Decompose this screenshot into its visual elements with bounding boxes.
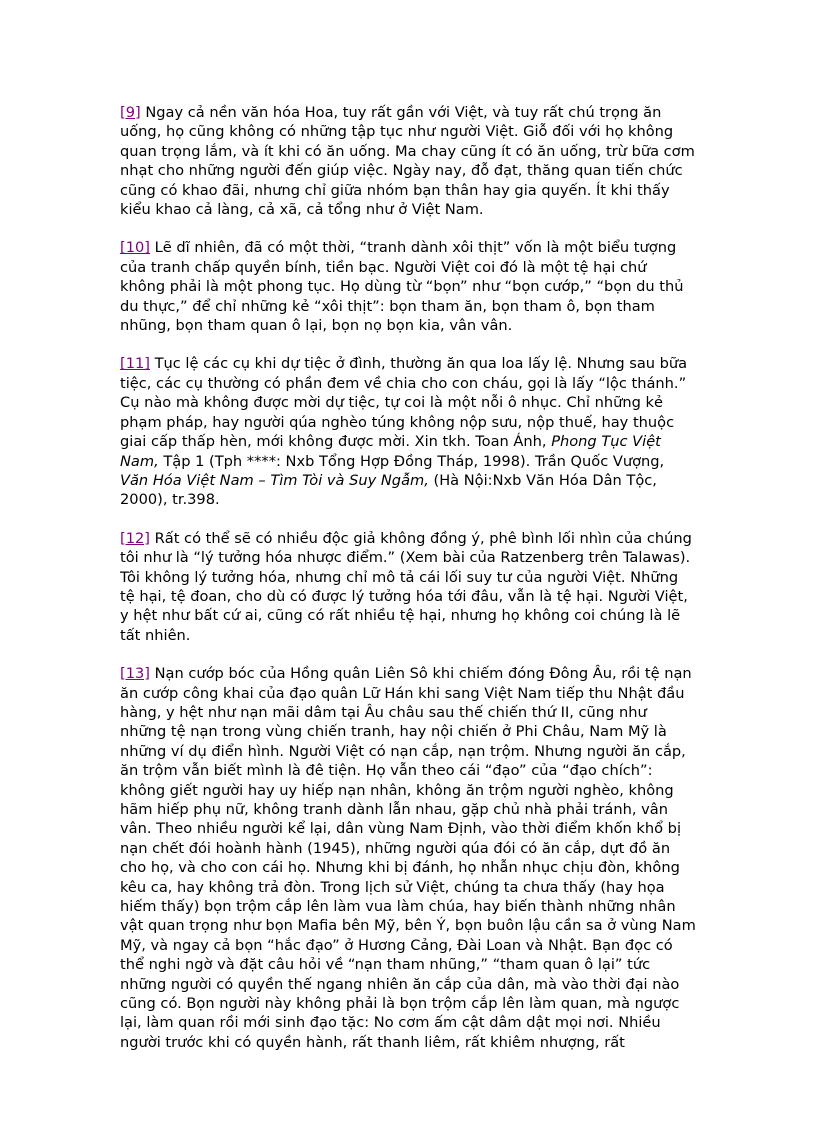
footnote-ref-13[interactable]: [13]: [120, 665, 150, 683]
footnote-text: Nạn cướp bóc của Hồng quân Liên Sô khi chiếm đóng Đông Âu, rồi tệ nạn ăn cướp công khai của đạo quân Lữ Hán khi sang Việt Nam tiếp thu Nhật đầu hàng, y hệt như nạn mãi dâm tại Âu châu sau thế chiến thứ II, cũng như những tệ nạn trong vùng chiến tranh, hay nội chiến ở Phi Châu, Nam Mỹ là những ví dụ điển hình. Người Việt có nạn cắp, nạn trộm. Nhưng người ăn cắp, ăn trộm vẫn biết mình là đê tiện. Họ vẫn theo cái “đạo” của “đạo chích”: không giết người hay uy hiếp nạn nhân, không ăn trộm người nghèo, không hãm hiếp phụ nữ, không tranh dành lẫn nhau, gặp chủ nhà phải tránh, vân vân. Theo nhiều người kể lại, dân vùng Nam Định, vào thời điểm khốn khổ bị nạn chết đói hoành hành (1945), những người qúa đói có ăn cắp, dựt đồ ăn cho họ, và cho con cái họ. Nhưng khi bị đánh, họ nhẫn nhục chịu đòn, không kêu ca, hay không trả đòn. Trong lịch sử Việt, chúng ta chưa thấy (hay họa hiếm thấy) bọn trộm cắp lên làm vua làm chúa, hay biến thành những nhân vật quan trọng như bọn Mafia bên Mỹ, bên Ý, bọn buôn lậu cần sa ở vùng Nam Mỹ, và ngay cả bọn “hắc đạo” ở Hương Cảng, Đài Loan và Nhật. Bạn đọc có thể nghi ngờ và đặt câu hỏi về “nạn tham nhũng,” “tham quan ô lại” tức những người có quyền thế ngang nhiên ăn cắp của dân, mà vào thời đại nào cũng có. Bọn người này không phải là bọn trộm cắp lên làm quan, mà ngược lại, làm quan rồi mới sinh đạo tặc: No cơm ấm cật dâm dật mọi nơi. Nhiều người trước khi có quyền hành, rất thanh liêm, rất khiêm nhượng, rất: [120, 665, 696, 1051]
footnote-text: (Hà Nội:Nxb Văn Hóa Dân Tộc, 2000), tr.398.: [120, 471, 657, 509]
footnote-ref-12[interactable]: [12]: [120, 529, 150, 547]
footnote-13: [120, 664, 696, 1052]
footnote-ref-9[interactable]: [9]: [120, 104, 141, 121]
footnote-text: Ngay cả nền văn hóa Hoa, tuy rất gần với Việt, và tuy rất chú trọng ăn uống, họ cũng không có những tập tục như người Việt. Giỗ đối với họ không quan trọng lắm, và ít khi có ăn uống. Ma chay cũng ít có ăn uống, trừ bữa cơm nhạt cho những người đến giúp việc. Ngày nay, đỗ đạt, thăng quan tiến chức cũng có khao đãi, nhưng chỉ giữa nhóm bạn thân hay gia quyến. Ít khi thấy kiểu khao cả làng, cả xã, cả tổng như ở Việt Nam.: [120, 104, 695, 219]
book-title: Văn Hóa Việt Nam – Tìm Tòi và Suy Ngẫm,: [120, 471, 429, 489]
footnote-11: [120, 354, 696, 509]
footnote-text: Tục lệ các cụ khi dự tiệc ở đình, thường ăn qua loa lấy lệ. Nhưng sau bữa tiệc, các cụ thường có phần đem về chia cho con cháu, gọi là lấy “lộc thánh.” Cụ nào mà không được mời dự tiệc, tự coi là một nỗi ô nhục. Chỉ những kẻ phạm pháp, hay người qúa nghèo túng không nộp sưu, nộp thuế, hay thuộc giai cấp thấp hèn, mới không được mời. Xin tkh. Toan Ánh,: [120, 355, 688, 451]
footnote-ref-11[interactable]: [11]: [120, 355, 150, 373]
footnote-text: Lẽ dĩ nhiên, đã có một thời, “tranh dành xôi thịt” vốn là một biểu tượng của tranh chấp quyền bính, tiền bạc. Người Việt coi đó là một tệ hại chứ không phải là một phong tục. Họ dùng từ “bọn” như “bọn cướp,” “bọn du thủ du thực,” để chỉ những kẻ “xôi thịt”: bọn tham ăn, bọn tham ô, bọn tham nhũng, bọn tham quan ô lại, bọn nọ bọn kia, vân vân.: [120, 239, 684, 335]
footnote-9: [120, 103, 696, 219]
book-title: Phong Tục Việt Nam,: [120, 433, 661, 470]
footnote-12: [120, 529, 696, 645]
footnote-text: Tập 1 (Tph ****: Nxb Tổng Hợp Đồng Tháp, 1998). Trần Quốc Vượng,: [158, 452, 665, 470]
footnote-ref-10[interactable]: [10]: [120, 239, 150, 257]
document-page: [120, 103, 696, 1071]
footnote-10: [120, 238, 696, 335]
footnote-text: Rất có thể sẽ có nhiều độc giả không đồng ý, phê bình lối nhìn của chúng tôi như là “lý tưởng hóa nhược điểm.” (Xem bài của Ratzenberg trên Talawas). Tôi không lý tưởng hóa, nhưng chỉ mô tả cái lối suy tư của người Việt. Những tệ hại, tệ đoan, cho dù có được lý tưởng hóa tới đâu, vẫn là tệ hại. Người Việt, y hệt như bất cứ ai, cũng có rất nhiều tệ hại, nhưng họ không coi chúng là lẽ tất nhiên.: [120, 529, 692, 644]
